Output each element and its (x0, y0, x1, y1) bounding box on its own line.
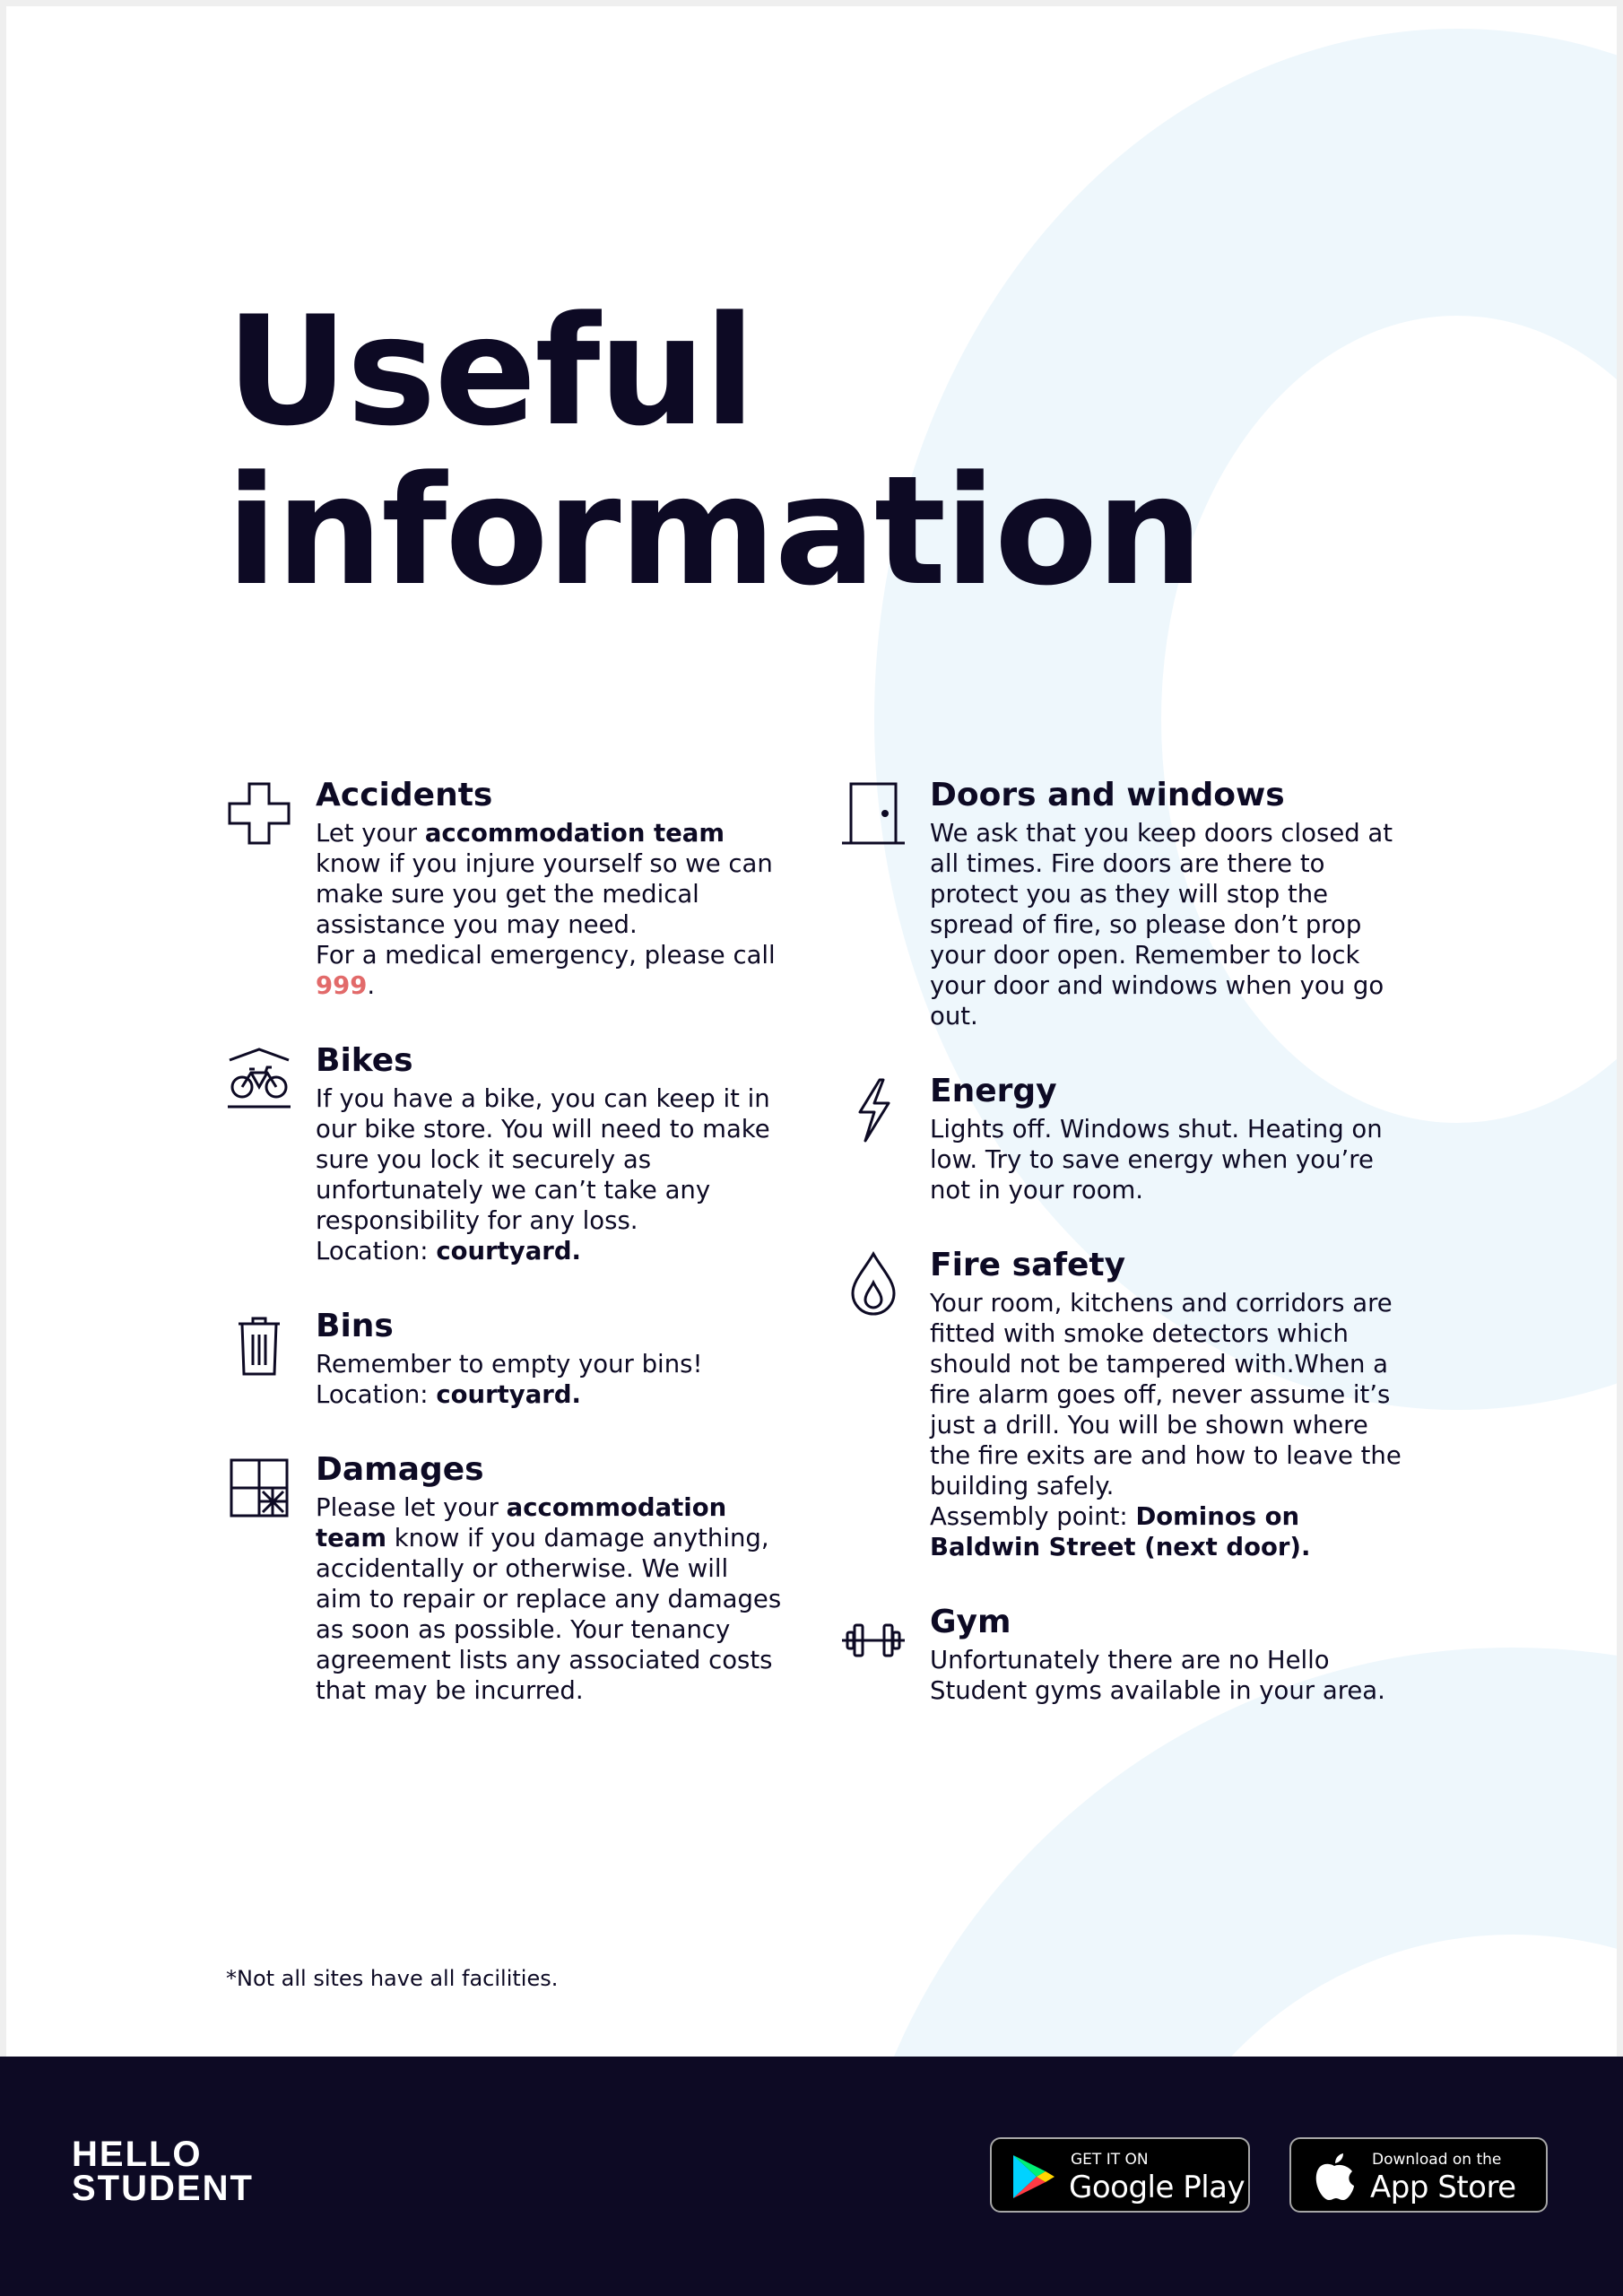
energy-text: Lights off. Windows shut. Heating on low. Try to save energy when you’re not in your room. (930, 1115, 1383, 1205)
info-item-energy (840, 1069, 1414, 1205)
footer-bar (0, 2057, 1623, 2296)
google-play-big-text: Google Play (1069, 2170, 1245, 2205)
bins-location: Location: courtyard. (316, 1380, 581, 1409)
gym-heading: Gym (930, 1604, 1011, 1640)
doors-text: We ask that you keep doors closed at all times. Fire doors are there to protect you as they will stop the spread of fire, so please don’t prop your door open. Remember to lock your door and windows when you go out. (930, 819, 1393, 1031)
bikes-heading: Bikes (316, 1042, 413, 1079)
hello-student-logo[interactable] (72, 2135, 254, 2208)
assembly-point: Assembly point: Dominos on Baldwin Street (next door). (930, 1502, 1311, 1561)
google-play-icon (1008, 2152, 1058, 2202)
title-line-2: information (226, 443, 1202, 619)
energy-heading: Energy (930, 1073, 1057, 1109)
fire-safety-heading: Fire safety (930, 1247, 1126, 1283)
info-item-bikes (226, 1039, 782, 1266)
bin-icon (226, 1311, 292, 1378)
accommodation-team-emphasis: accommodation team (424, 819, 725, 848)
gym-text: Unfortunately there are no Hello Student gyms available in your area. (930, 1646, 1385, 1705)
left-column (226, 773, 782, 1706)
logo-line-2: STUDENT (72, 2169, 254, 2208)
fire-safety-text: Your room, kitchens and corridors are fitted with smoke detectors which should not be tampered with.When a fire alarm goes off, never assume it’s just a drill. You will be shown where the fire exits are and how to leave the building safely. (930, 1289, 1402, 1500)
bins-text: Remember to empty your bins! (316, 1350, 703, 1378)
info-item-doors (840, 773, 1414, 1031)
info-item-gym (840, 1600, 1414, 1706)
info-item-fire-safety (840, 1243, 1414, 1562)
damages-text: Please let your accommodation team know if you damage anything, accidentally or otherwise. We will aim to repair or replace any damages as soon as possible. Your tenancy agreement lists any associated costs that may be incurred. (316, 1493, 782, 1705)
apple-icon (1311, 2152, 1358, 2202)
right-column (840, 773, 1414, 1706)
logo-line-1: HELLO (72, 2135, 203, 2174)
bins-heading: Bins (316, 1308, 394, 1344)
bikes-text: If you have a bike, you can keep it in our bike store. You will need to make sure you lock it securely as unfortunately we can’t take any responsibility for any loss. (316, 1084, 770, 1235)
app-store-button[interactable] (1289, 2137, 1548, 2213)
bike-icon (226, 1046, 292, 1112)
background-ring-bottom (840, 1648, 1617, 2057)
poster-page (6, 6, 1617, 2057)
google-play-button[interactable] (990, 2137, 1250, 2213)
dumbbell-icon (840, 1607, 907, 1674)
title-line-1: Useful (226, 283, 754, 459)
flame-icon (840, 1250, 907, 1317)
info-item-accidents (226, 773, 782, 1001)
accidents-text: Let your accommodation team know if you injure yourself so we can make sure you get the medical assistance you may need. (316, 819, 773, 939)
damages-heading: Damages (316, 1451, 484, 1488)
broken-window-icon (226, 1455, 292, 1521)
medical-cross-icon (226, 780, 292, 847)
footnote: *Not all sites have all facilities. (226, 1966, 559, 1991)
lightning-icon (840, 1076, 907, 1143)
accidents-emergency-text: For a medical emergency, please call 999. (316, 941, 776, 1000)
door-icon (840, 780, 907, 847)
app-store-small-text: Download on the (1372, 2151, 1502, 2169)
info-item-damages (226, 1448, 782, 1706)
info-item-bins (226, 1304, 782, 1410)
emergency-number: 999 (316, 971, 368, 1000)
doors-heading: Doors and windows (930, 777, 1285, 813)
bikes-location: Location: courtyard. (316, 1237, 581, 1265)
accidents-heading: Accidents (316, 777, 493, 813)
google-play-small-text: GET IT ON (1071, 2151, 1149, 2169)
page-title (226, 283, 1202, 619)
app-store-big-text: App Store (1370, 2170, 1516, 2205)
